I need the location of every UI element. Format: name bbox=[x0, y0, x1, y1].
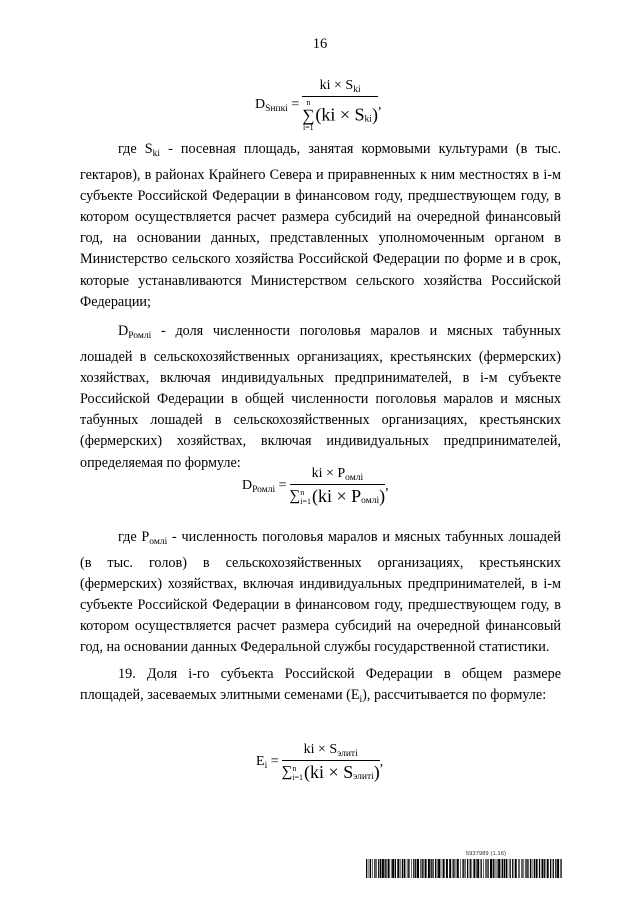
barcode-icon bbox=[366, 859, 562, 878]
formula-d-snpk: $D_{Sнпкi}$ = ki × $S_{ki}$ n ∑ i=1 $(ki \times S_{ki})$ , bbox=[255, 78, 382, 132]
paragraph-item-19: 19. Доля i-го субъекта Российской Федерации в общем размере площадей, засеваемых элитными семенами $(E_i)$, рассчитывается по формуле: bbox=[80, 666, 561, 706]
page-number: 16 bbox=[312, 36, 328, 52]
paragraph-drom-definition: $D_{Ромлi}$ - доля численности поголовья маралов и мясных табунных лошадей в сельскохозяйственных организациях, крестьянских (фермерских) хозяйствах, включая индивидуальных предпринимателей, в i-м субъекте Российской Федерации в общей численности поголовья маралов и мясных табунных лошадей в сельскохозяйственных организациях, крестьянских (фермерских) хозяйствах, включая индивидуальных предпринимателей, определяемая по формуле: bbox=[80, 323, 561, 471]
barcode-label: 5937989 (1.16) bbox=[466, 851, 507, 857]
fraction: ki × $S_{ki}$ n ∑ i=1 $(ki \times S_{ki})$ bbox=[302, 78, 378, 132]
fraction: ki × $S_{элитi}$ ∑n $i=1(ki \times S_{элитi})$ bbox=[281, 742, 380, 782]
sigma-icon: ∑ bbox=[302, 106, 315, 125]
paragraph-ski-definition: где $S_{ki}$ - посевная площадь, занятая кормовыми культурами (в тыс. гектаров), в районах Крайнего Севера и приравненных к ним местностях в i-м субъекте Российской Федерации в финансовом году, предшествующем году, в котором осуществляется расчет размера субсидий на очередной финансовый год, на основании данных, представленных уполномоченным органом в Министерство сельского хозяйства Российской Федерации по форме и в срок, которые устанавливаются Министерством сельского хозяйства Российской Федерации; bbox=[80, 141, 561, 310]
formula-d-roml: $D_{Ромлi}$ = ki × $P_{омлi}$ ∑n $i=1(ki \times P_{омлi})$ , bbox=[242, 466, 389, 506]
paragraph-poml-definition: где $P_{омлi}$ - численность поголовья маралов и мясных табунных лошадей (в тыс. голов) в сельскохозяйственных организациях, крестьянских (фермерских) хозяйствах, включая индивидуальных предпринимателей, в i-м субъекте Российской Федерации в финансовом году, предшествующем году, в котором осуществляется расчет размера субсидий на очередной финансовый год, на основании данных Федеральной службы государственной статистики. bbox=[80, 529, 561, 656]
formula-e-i: $E_i$ = ki × $S_{элитi}$ ∑n $i=1(ki \times S_{элитi})$ , bbox=[256, 742, 384, 782]
fraction: ki × $P_{омлi}$ ∑n $i=1(ki \times P_{омлi})$ bbox=[289, 466, 386, 506]
